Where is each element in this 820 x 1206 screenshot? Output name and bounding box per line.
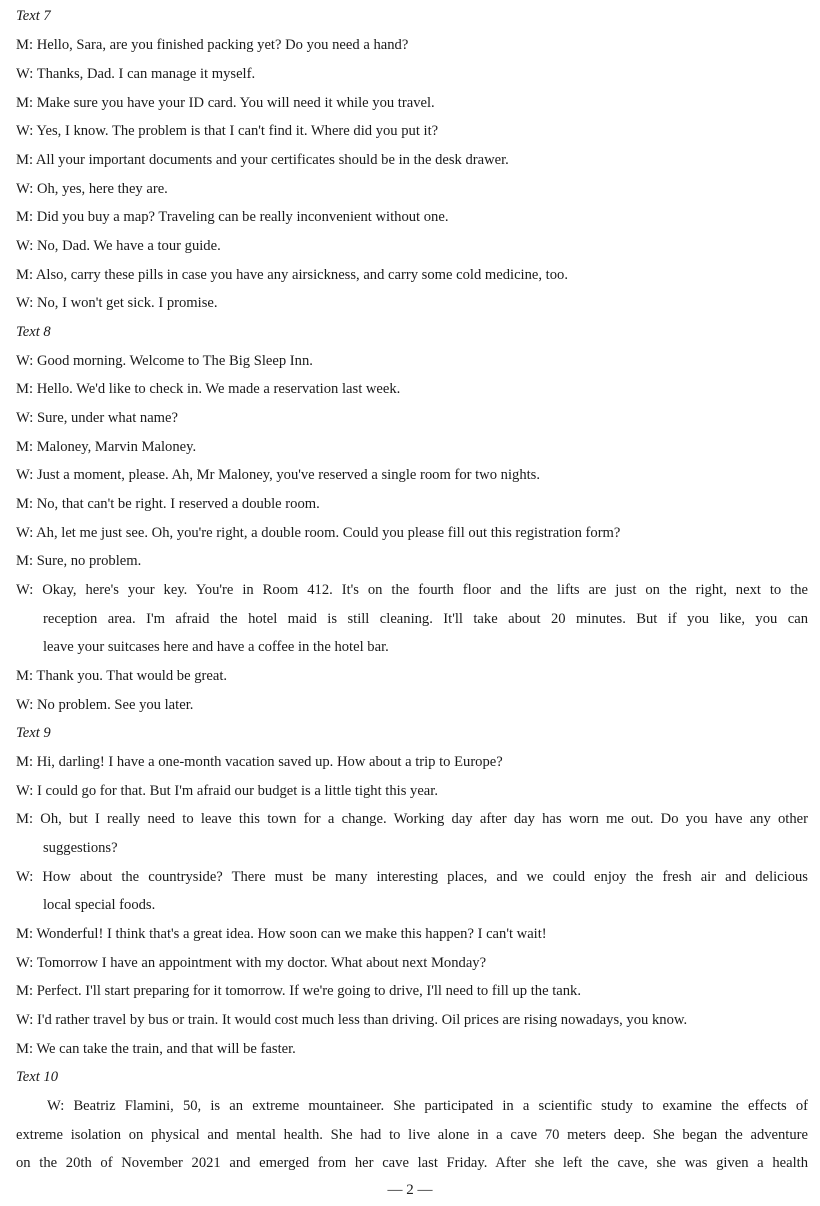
dialogue-line (16, 525, 620, 542)
dialogue-text: Oh, but I really need to leave this town for a change. Working day after day has worn me out. Do you have any other (40, 811, 808, 827)
dialogue-text: Hello, Sara, are you finished packing yet? Do you need a hand? (36, 37, 409, 53)
dialogue-line (16, 869, 808, 886)
dialogue-line (16, 496, 320, 513)
dialogue-text: No, Dad. We have a tour guide. (36, 238, 221, 254)
dialogue-line (16, 955, 486, 972)
dialogue-continuation: reception area. I'm afraid the hotel maid is still cleaning. It'll take about 20 minutes. But if you like, you can (43, 611, 808, 627)
speaker-label: M: (16, 496, 34, 512)
speaker-label: M: (16, 37, 34, 53)
dialogue-line (16, 439, 196, 456)
dialogue-line (16, 152, 509, 169)
dialogue-line (16, 668, 227, 685)
dialogue-line (16, 66, 255, 83)
speaker-label: W: (16, 238, 34, 254)
dialogue-line (16, 754, 503, 771)
speaker-label: M: (16, 267, 34, 283)
speaker-label: W: (16, 783, 34, 799)
dialogue-line (16, 926, 547, 943)
dialogue-line (16, 467, 540, 484)
speaker-label: M: (16, 95, 34, 111)
speaker-label: M: (16, 152, 34, 168)
text10-heading: Text 10 (16, 1069, 59, 1085)
speaker-label: M: (16, 381, 34, 397)
dialogue-text: No, I won't get sick. I promise. (36, 295, 218, 311)
dialogue-text: Tomorrow I have an appointment with my doctor. What about next Monday? (36, 955, 487, 971)
dialogue-text: Oh, yes, here they are. (36, 181, 168, 197)
dialogue-text: Perfect. I'll start preparing for it tomorrow. If we're going to drive, I'll need to fill up the tank. (36, 983, 582, 999)
text9-heading: Text 9 (16, 725, 51, 741)
dialogue-continuation: leave your suitcases here and have a coffee in the hotel bar. (43, 639, 389, 655)
dialogue-line (16, 181, 168, 198)
speaker-label: M: (16, 983, 34, 999)
dialogue-text: Make sure you have your ID card. You will need it while you travel. (36, 95, 435, 111)
dialogue-text: Sure, under what name? (36, 410, 178, 426)
dialogue-text: All your important documents and your certificates should be in the desk drawer. (35, 152, 509, 168)
dialogue-continuation: local special foods. (43, 897, 156, 913)
dialogue-text: Did you buy a map? Traveling can be really inconvenient without one. (36, 209, 449, 225)
speaker-label: M: (16, 1041, 34, 1057)
dialogue-line (16, 123, 438, 140)
dialogue-line (16, 238, 221, 255)
page-number: — 2 — (387, 1182, 433, 1198)
text7-heading: Text 7 (16, 8, 51, 24)
passage-line: extreme isolation on physical and mental health. She had to live alone in a cave 70 meters deep. She began the adventure (16, 1127, 808, 1143)
dialogue-line (16, 1041, 296, 1058)
speaker-label: W: (16, 467, 34, 483)
dialogue-line (16, 553, 141, 570)
dialogue-line (16, 1012, 687, 1029)
dialogue-text: Hello. We'd like to check in. We made a reservation last week. (36, 381, 401, 397)
dialogue-text: Maloney, Marvin Maloney. (36, 439, 197, 455)
dialogue-line (16, 209, 448, 226)
speaker-label: W: (16, 582, 34, 598)
dialogue-line (16, 95, 435, 112)
dialogue-line (16, 811, 808, 828)
dialogue-text: Wonderful! I think that's a great idea. How soon can we make this happen? I can't wait! (36, 926, 547, 942)
speaker-label: W: (16, 66, 34, 82)
speaker-label: W: (16, 955, 34, 971)
speaker-label: M: (16, 209, 34, 225)
dialogue-line (16, 381, 400, 398)
dialogue-text: Also, carry these pills in case you have any airsickness, and carry some cold medicine, too. (35, 267, 568, 283)
dialogue-line (16, 295, 218, 312)
passage-line: W: Beatriz Flamini, 50, is an extreme mountaineer. She participated in a scientific study to examine the effects of (47, 1098, 808, 1114)
dialogue-line (16, 410, 178, 427)
speaker-label: M: (16, 926, 34, 942)
dialogue-line (16, 267, 568, 284)
speaker-label: M: (16, 811, 34, 827)
speaker-label: W: (16, 353, 34, 369)
dialogue-text: Just a moment, please. Ah, Mr Maloney, you've reserved a single room for two nights. (36, 467, 540, 483)
dialogue-text: Okay, here's your key. You're in Room 412. It's on the fourth floor and the lifts are just on the right, next to the (42, 582, 808, 598)
dialogue-text: Thanks, Dad. I can manage it myself. (36, 66, 256, 82)
text8-heading: Text 8 (16, 324, 51, 340)
passage-line: on the 20th of November 2021 and emerged from her cave last Friday. After she left the cave, she was given a health (16, 1155, 808, 1171)
dialogue-continuation: suggestions? (43, 840, 118, 856)
speaker-label: W: (16, 697, 34, 713)
speaker-label: M: (16, 553, 34, 569)
dialogue-text: No problem. See you later. (36, 697, 194, 713)
dialogue-line (16, 697, 193, 714)
speaker-label: W: (16, 1012, 34, 1028)
dialogue-line (16, 353, 313, 370)
dialogue-text: Sure, no problem. (36, 553, 142, 569)
speaker-label: W: (16, 410, 34, 426)
dialogue-text: I could go for that. But I'm afraid our budget is a little tight this year. (36, 783, 438, 799)
dialogue-text: Yes, I know. The problem is that I can't find it. Where did you put it? (36, 123, 439, 139)
speaker-label: W: (16, 869, 34, 885)
dialogue-text: Good morning. Welcome to The Big Sleep Inn. (36, 353, 313, 369)
dialogue-text: How about the countryside? There must be many interesting places, and we could enjoy the fresh air and delicious (42, 869, 808, 885)
dialogue-line (16, 582, 808, 599)
speaker-label: M: (16, 668, 34, 684)
dialogue-line (16, 983, 581, 1000)
speaker-label: W: (16, 181, 34, 197)
dialogue-text: No, that can't be right. I reserved a double room. (36, 496, 320, 512)
dialogue-line (16, 783, 438, 800)
speaker-label: W: (16, 525, 34, 541)
dialogue-text: Thank you. That would be great. (36, 668, 228, 684)
dialogue-text: We can take the train, and that will be faster. (36, 1041, 296, 1057)
dialogue-line (16, 37, 408, 54)
speaker-label: M: (16, 439, 34, 455)
dialogue-text: I'd rather travel by bus or train. It would cost much less than driving. Oil prices are rising nowadays, you know. (36, 1012, 688, 1028)
speaker-label: M: (16, 754, 34, 770)
speaker-label: W: (16, 123, 34, 139)
speaker-label: W: (16, 295, 34, 311)
dialogue-text: Hi, darling! I have a one-month vacation saved up. How about a trip to Europe? (36, 754, 503, 770)
dialogue-text: Ah, let me just see. Oh, you're right, a double room. Could you please fill out this registration form? (36, 525, 621, 541)
